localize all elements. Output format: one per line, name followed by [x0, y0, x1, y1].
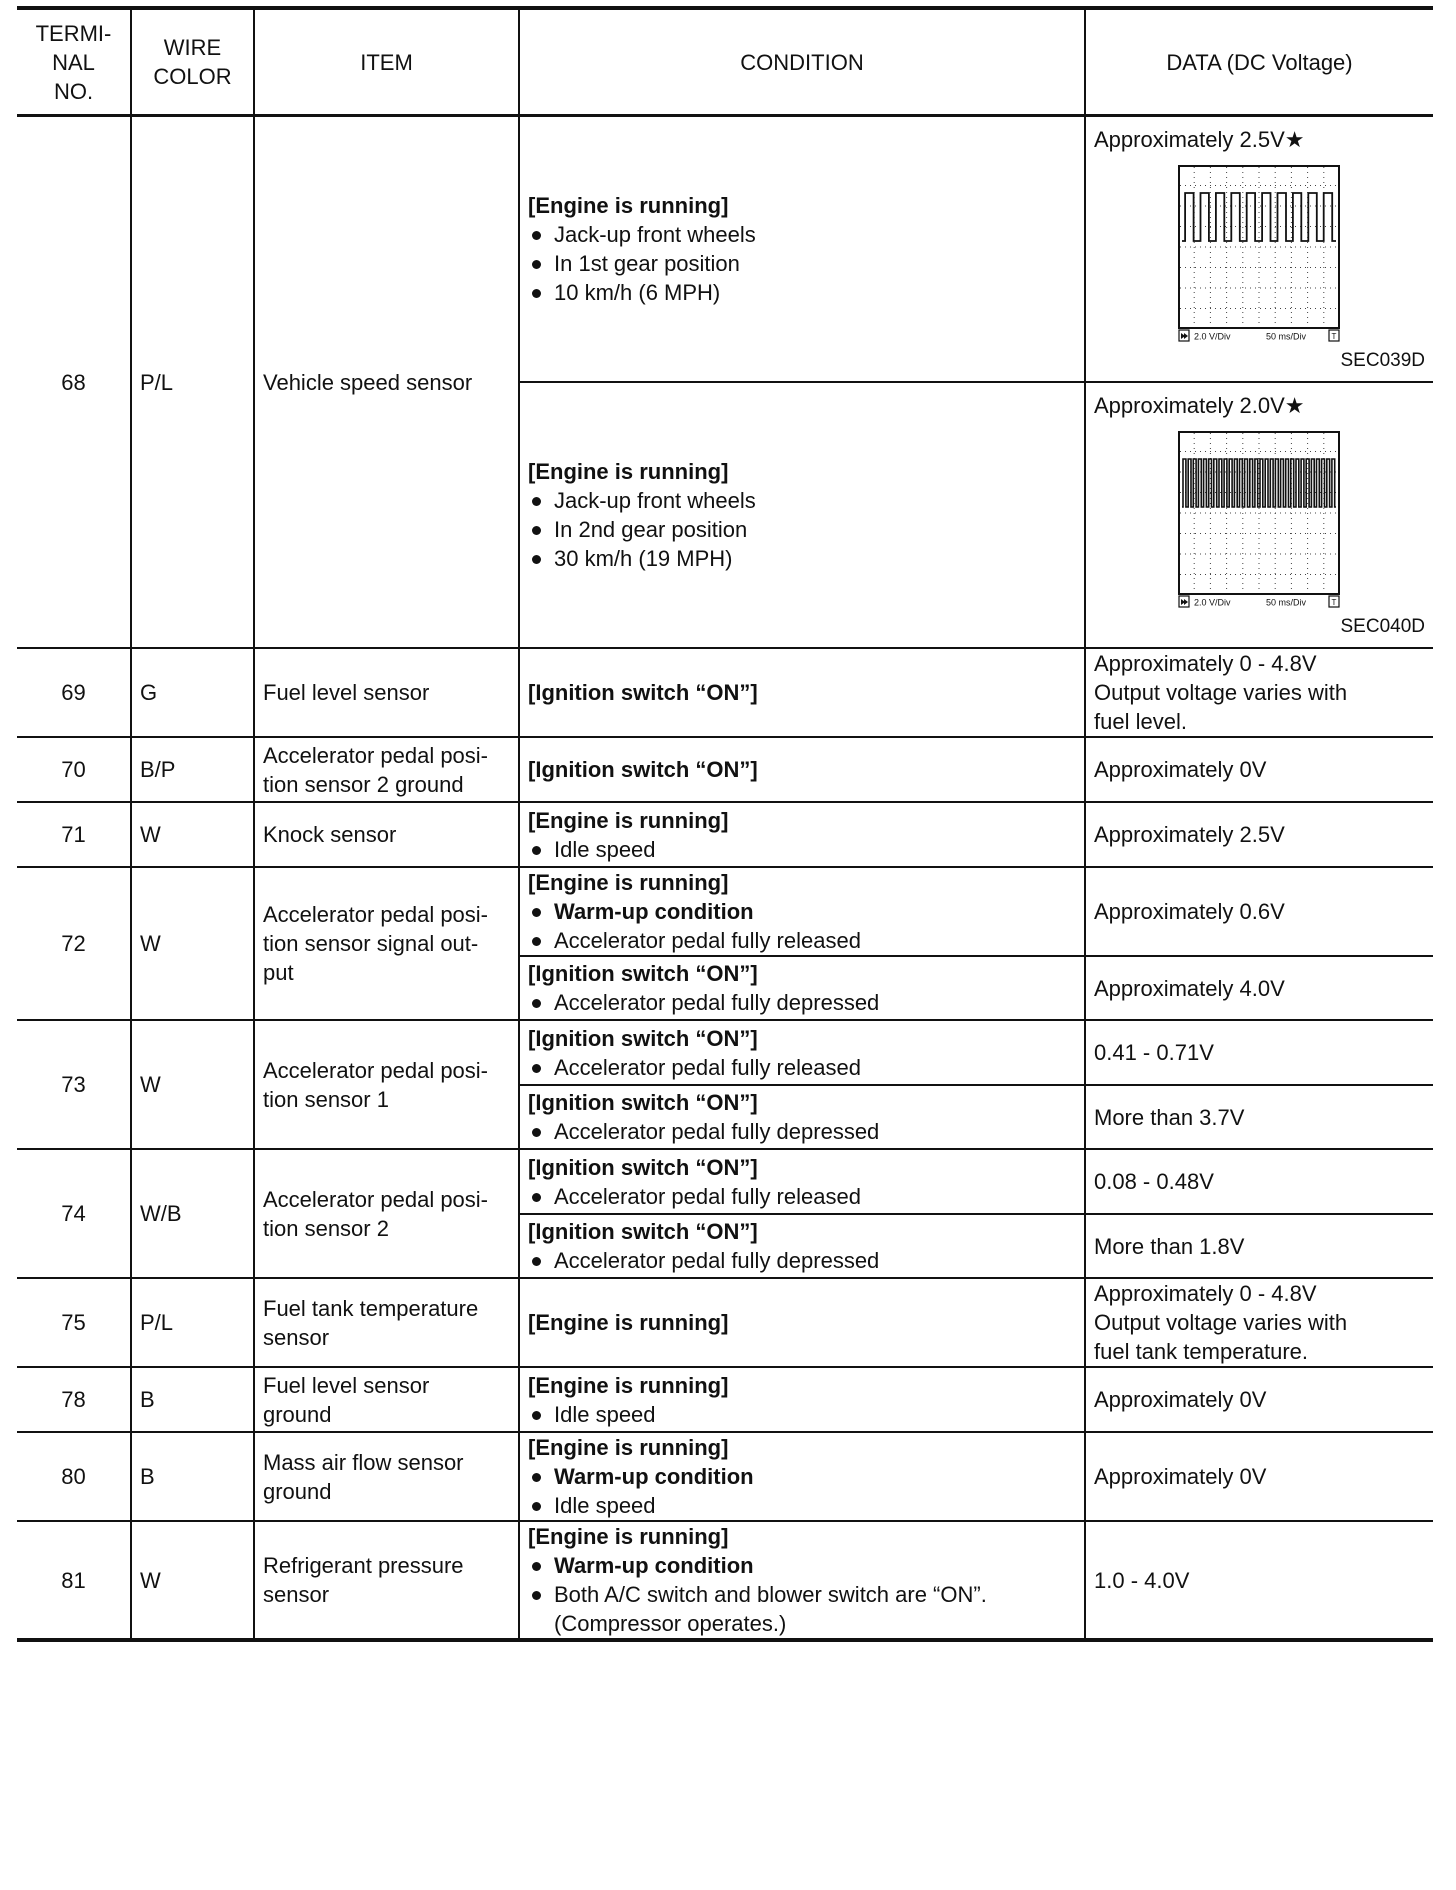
data-cell: 0.08 - 0.48V — [1085, 1149, 1433, 1214]
wire-color: W — [131, 867, 254, 1020]
condition-bullet: Accelerator pedal fully released — [528, 926, 1076, 955]
table-row — [17, 648, 1433, 737]
condition-bullet: Accelerator pedal fully depressed — [528, 1117, 1076, 1146]
item-line: Mass air flow sensor — [263, 1449, 464, 1475]
data-cell: More than 3.7V — [1085, 1085, 1433, 1149]
data-value: Approximately 0 - 4.8V — [1094, 651, 1317, 676]
condition-title: [Engine is running] — [528, 193, 729, 218]
terminal-number: 73 — [17, 1020, 131, 1149]
condition-title: [Ignition switch “ON”] — [528, 757, 758, 782]
item-line: Refrigerant pressure — [263, 1553, 464, 1578]
item-line: ground — [263, 1478, 332, 1504]
data-cell: 1.0 - 4.0V — [1085, 1521, 1433, 1640]
item-line: tion sensor 1 — [263, 1086, 389, 1112]
table-row — [17, 1521, 1433, 1640]
data-note: fuel tank temperature. — [1094, 1339, 1309, 1364]
condition-cell — [519, 737, 1085, 802]
wire-color: P/L — [131, 116, 254, 649]
condition-title: [Ignition switch “ON”] — [528, 680, 758, 705]
item-line: tion sensor 2 ground — [263, 771, 464, 797]
condition-title: [Engine is running] — [528, 1524, 729, 1549]
terminal-number: 81 — [17, 1521, 131, 1640]
data-cell: Approximately 2.5V — [1085, 802, 1433, 867]
item-line: Fuel level sensor — [263, 1372, 430, 1398]
condition-cell — [519, 1085, 1085, 1149]
terminal-number: 72 — [17, 867, 131, 1020]
item-line: Accelerator pedal posi- — [263, 1186, 489, 1212]
scope-volt-div: 2.0 V/Div — [1194, 331, 1231, 342]
terminal-number: 71 — [17, 802, 131, 867]
condition-cell — [519, 116, 1085, 383]
condition-title: [Engine is running] — [528, 1435, 729, 1460]
condition-title: [Engine is running] — [528, 807, 729, 833]
wire-color: W — [131, 1020, 254, 1149]
data-cell: More than 1.8V — [1085, 1214, 1433, 1278]
scope-volt-div: 2.0 V/Div — [1194, 597, 1231, 608]
data-cell: Approximately 0V — [1085, 737, 1433, 802]
table-row — [17, 1278, 1433, 1367]
condition-bullet: Accelerator pedal fully released — [528, 1053, 1076, 1082]
item-name — [254, 737, 519, 802]
item-line: tion sensor signal out- — [263, 931, 479, 956]
condition-cell — [519, 1367, 1085, 1432]
item-line: Accelerator pedal posi- — [263, 902, 489, 927]
scope-label-bar — [1179, 330, 1339, 342]
data-note: fuel level. — [1094, 709, 1187, 734]
terminal-number: 75 — [17, 1278, 131, 1367]
terminal-number: 70 — [17, 737, 131, 802]
oscilloscope-waveform — [1178, 165, 1340, 343]
data-cell: Approximately 0.6V — [1085, 867, 1433, 956]
data-value: Approximately 2.0V★ — [1094, 393, 1305, 418]
item-name — [254, 1278, 519, 1367]
condition-title: [Ignition switch “ON”] — [528, 961, 758, 986]
condition-bullet: Jack-up front wheels — [528, 220, 1076, 249]
condition-cell — [519, 956, 1085, 1020]
data-cell — [1085, 1278, 1433, 1367]
condition-cell — [519, 1020, 1085, 1085]
figure-reference: SEC040D — [1340, 616, 1425, 637]
condition-bullet: Idle speed — [528, 1491, 1076, 1520]
table-row — [17, 867, 1433, 956]
condition-bullet: Accelerator pedal fully released — [528, 1182, 1076, 1211]
condition-bullet: Both A/C switch and blower switch are “ON”. — [528, 1580, 1076, 1609]
condition-bullet: Idle speed — [528, 835, 1076, 864]
data-cell: Approximately 4.0V — [1085, 956, 1433, 1020]
condition-title: [Ignition switch “ON”] — [528, 1025, 758, 1051]
table-row — [17, 1367, 1433, 1432]
data-note: Output voltage varies with — [1094, 1310, 1348, 1335]
scope-trigger-label: T — [1331, 332, 1337, 341]
item-name — [254, 1020, 519, 1149]
condition-cell — [519, 1521, 1085, 1640]
condition-cell — [519, 802, 1085, 867]
data-value: Approximately 0 - 4.8V — [1094, 1281, 1317, 1306]
data-value: Approximately 2.5V★ — [1094, 127, 1305, 152]
table-row — [17, 1149, 1433, 1214]
data-note: Output voltage varies with — [1094, 680, 1348, 705]
data-cell: Approximately 0V — [1085, 1432, 1433, 1521]
condition-title: [Engine is running] — [528, 1310, 729, 1335]
table-row — [17, 1432, 1433, 1521]
condition-cell — [519, 867, 1085, 956]
header-item: ITEM — [254, 8, 519, 116]
oscilloscope-waveform — [1178, 431, 1340, 609]
scope-time-div: 50 ms/Div — [1266, 597, 1307, 608]
condition-bullet: 10 km/h (6 MPH) — [528, 278, 1076, 307]
terminal-number: 80 — [17, 1432, 131, 1521]
table-row — [17, 737, 1433, 802]
data-cell — [1085, 382, 1433, 648]
scope-trigger-label: T — [1331, 598, 1337, 607]
data-cell — [1085, 116, 1433, 383]
terminal-number: 78 — [17, 1367, 131, 1432]
item-line: put — [263, 960, 294, 985]
condition-cell — [519, 648, 1085, 737]
wire-color: G — [131, 648, 254, 737]
condition-title: [Engine is running] — [528, 459, 729, 484]
wire-color: W — [131, 1521, 254, 1640]
condition-bullet: Warm-up condition — [528, 897, 1076, 926]
condition-title: [Engine is running] — [528, 870, 729, 895]
item-name: Fuel level sensor — [254, 648, 519, 737]
table-header-row — [17, 8, 1433, 116]
wire-color: B — [131, 1367, 254, 1432]
condition-cell — [519, 1278, 1085, 1367]
item-name — [254, 1521, 519, 1640]
condition-bullet: Accelerator pedal fully depressed — [528, 1246, 1076, 1275]
header-wire-color: WIRE COLOR — [131, 8, 254, 116]
data-cell: Approximately 0V — [1085, 1367, 1433, 1432]
item-line: Accelerator pedal posi- — [263, 1057, 489, 1083]
terminal-number: 69 — [17, 648, 131, 737]
wire-color: P/L — [131, 1278, 254, 1367]
item-line: Accelerator pedal posi- — [263, 742, 489, 768]
item-line: sensor — [263, 1324, 330, 1350]
scope-time-div: 50 ms/Div — [1266, 331, 1307, 342]
data-cell — [1085, 648, 1433, 737]
table-row — [17, 1020, 1433, 1085]
condition-bullet: In 2nd gear position — [528, 515, 1076, 544]
condition-cell — [519, 382, 1085, 648]
condition-subnote: (Compressor operates.) — [554, 1611, 787, 1636]
figure-reference: SEC039D — [1340, 350, 1425, 371]
item-line: Fuel tank temperature — [263, 1295, 479, 1321]
header-data: DATA (DC Voltage) — [1085, 8, 1433, 116]
condition-title: [Engine is running] — [528, 1372, 729, 1398]
scope-label-bar — [1179, 596, 1339, 608]
header-terminal: TERMI- NAL NO. — [17, 8, 131, 116]
table-row — [17, 802, 1433, 867]
header-condition: CONDITION — [519, 8, 1085, 116]
condition-bullet: Accelerator pedal fully depressed — [528, 988, 1076, 1017]
item-line: tion sensor 2 — [263, 1215, 389, 1241]
item-name: Knock sensor — [254, 802, 519, 867]
terminal-number: 74 — [17, 1149, 131, 1278]
condition-bullet: In 1st gear position — [528, 249, 1076, 278]
wire-color: B — [131, 1432, 254, 1521]
condition-bullet: 30 km/h (19 MPH) — [528, 544, 1076, 573]
condition-cell — [519, 1214, 1085, 1278]
item-name — [254, 1432, 519, 1521]
condition-bullet: Jack-up front wheels — [528, 486, 1076, 515]
condition-title: [Ignition switch “ON”] — [528, 1090, 758, 1115]
wire-color: W/B — [131, 1149, 254, 1278]
terminal-data-table — [17, 6, 1433, 1642]
table-row — [17, 116, 1433, 383]
condition-cell — [519, 1432, 1085, 1521]
item-name — [254, 867, 519, 1020]
item-name — [254, 1367, 519, 1432]
item-name: Vehicle speed sensor — [254, 116, 519, 649]
condition-cell — [519, 1149, 1085, 1214]
wire-color: W — [131, 802, 254, 867]
wire-color: B/P — [131, 737, 254, 802]
item-name — [254, 1149, 519, 1278]
item-line: sensor — [263, 1582, 330, 1607]
data-cell: 0.41 - 0.71V — [1085, 1020, 1433, 1085]
terminal-number: 68 — [17, 116, 131, 649]
item-line: ground — [263, 1401, 332, 1427]
condition-title: [Ignition switch “ON”] — [528, 1154, 758, 1180]
condition-bullet: Idle speed — [528, 1400, 1076, 1429]
condition-bullet: Warm-up condition — [528, 1462, 1076, 1491]
condition-bullet: Warm-up condition — [528, 1551, 1076, 1580]
condition-title: [Ignition switch “ON”] — [528, 1219, 758, 1244]
